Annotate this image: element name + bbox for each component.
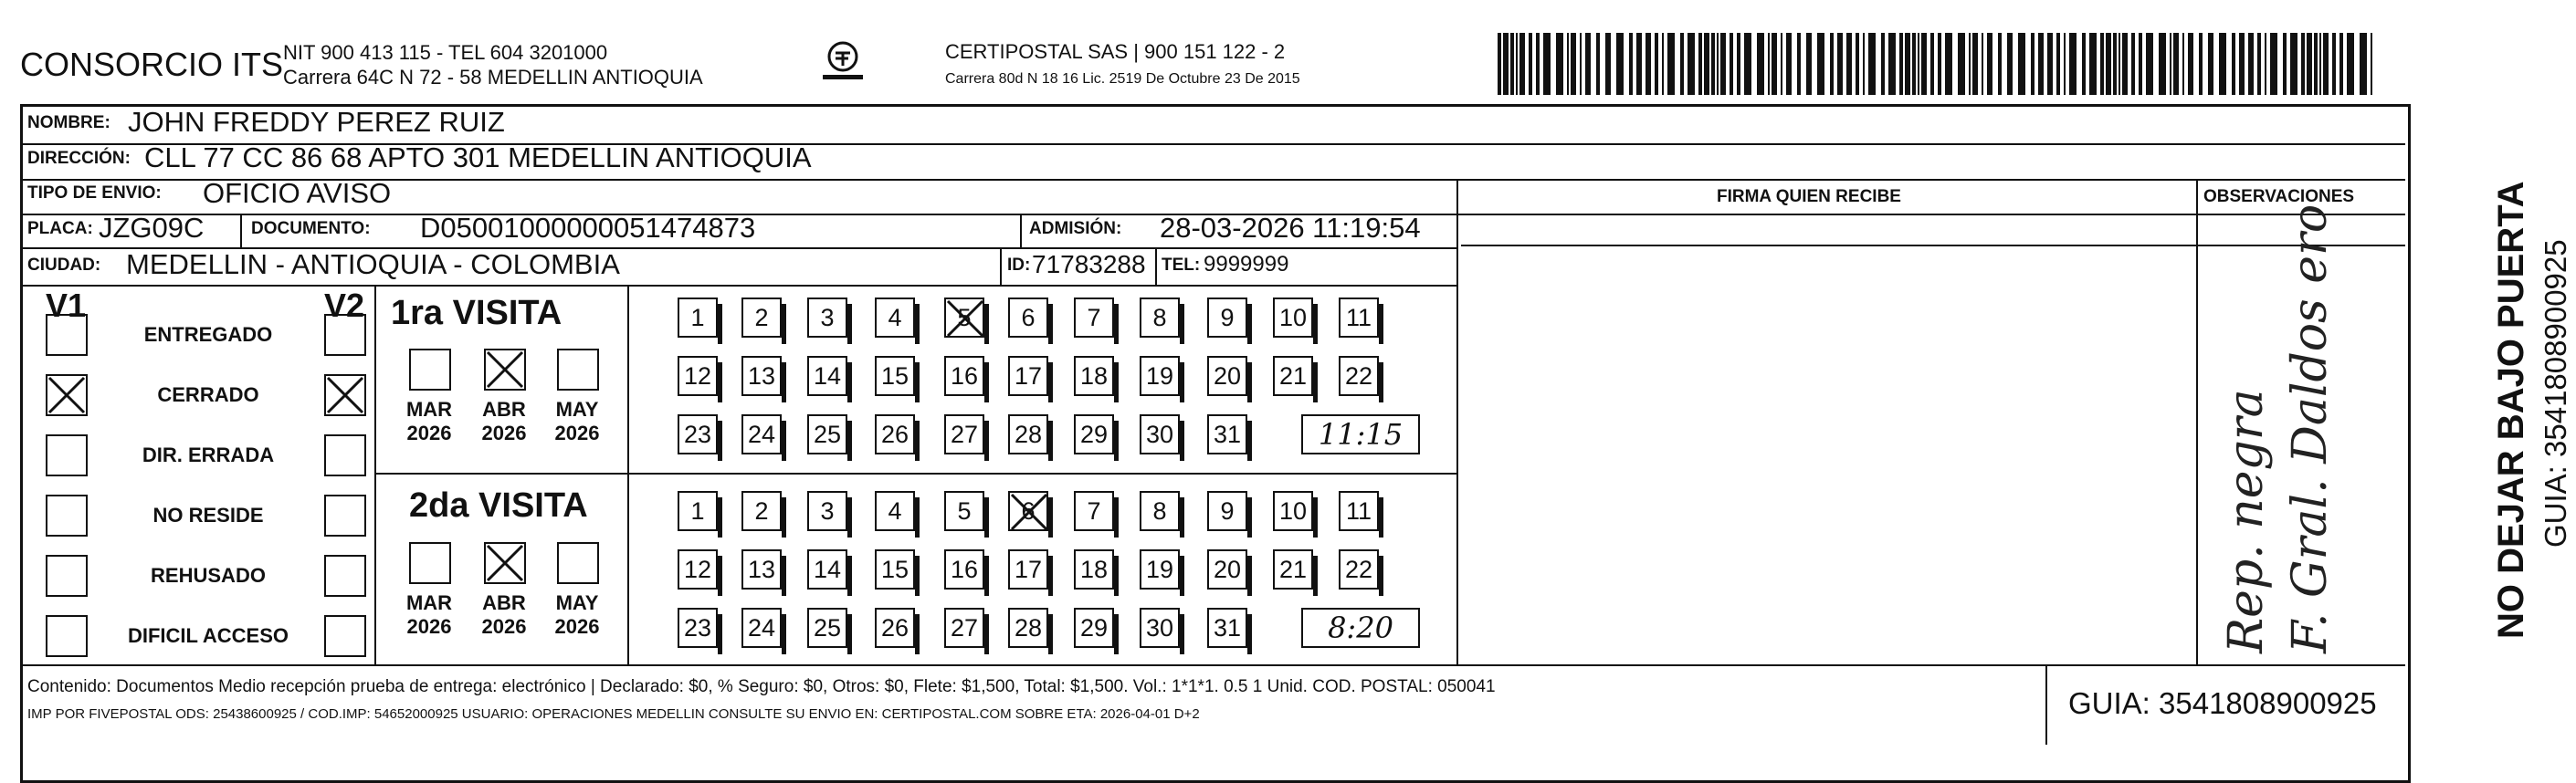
- day-box[interactable]: 28: [1008, 414, 1048, 454]
- status-label: CERRADO: [157, 383, 259, 406]
- contents-summary: Contenido: Documentos Medio recepción prueba de entrega: electrónico | Declarado: $0, % Seguro: $0, Otros: $0, Flete: $1,500, Total: $1,500. Vol.: 1*1*1. 0.5 1 Unid. COD. POSTAL: 050041: [27, 677, 1496, 696]
- status-label: DIFICIL ACCESO: [127, 624, 289, 647]
- day-box[interactable]: 9: [1207, 491, 1247, 531]
- day-box[interactable]: 3: [807, 298, 847, 338]
- day-box[interactable]: 5: [944, 298, 984, 338]
- admission-value: 28-03-2026 11:19:54: [1160, 212, 1421, 244]
- side-guia-number: GUIA: 3541808900925: [2539, 239, 2572, 548]
- certipostal-logo-icon: [817, 37, 868, 88]
- day-box[interactable]: 4: [875, 491, 915, 531]
- day-box[interactable]: 31: [1207, 414, 1247, 454]
- name-label: NOMBRE:: [27, 113, 110, 132]
- day-box[interactable]: 22: [1339, 356, 1379, 396]
- print-info: IMP POR FIVEPOSTAL ODS: 25438600925 / COD.IMP: 54652000925 USUARIO: OPERACIONES MEDELLIN CONSULTE SU ENVIO EN: CERTIPOSTAL.COM SOBRE ETA: 2026-04-01 D+2: [27, 706, 1200, 722]
- day-box[interactable]: 1: [678, 298, 718, 338]
- handwritten-note-2: F. Gral. Daldos ero: [2283, 204, 2338, 653]
- shipment-type: OFICIO AVISO: [203, 177, 392, 209]
- recipient-name: JOHN FREDDY PEREZ RUIZ: [128, 106, 505, 138]
- day-box[interactable]: 15: [875, 356, 915, 396]
- day-box[interactable]: 30: [1140, 414, 1180, 454]
- v1-checkbox[interactable]: [46, 434, 88, 476]
- day-box[interactable]: 10: [1273, 298, 1313, 338]
- v2-checkbox[interactable]: [324, 434, 366, 476]
- day-box[interactable]: 25: [807, 414, 847, 454]
- day-box[interactable]: 9: [1207, 298, 1247, 338]
- v1-header: V1: [46, 287, 87, 324]
- day-box[interactable]: 6: [1008, 298, 1048, 338]
- status-label: NO RESIDE: [152, 504, 264, 527]
- month-checkbox[interactable]: [409, 542, 451, 584]
- day-box[interactable]: 12: [678, 549, 718, 590]
- day-box[interactable]: 18: [1074, 549, 1114, 590]
- plate-label: PLACA:: [27, 219, 93, 238]
- city-value: MEDELLIN - ANTIOQUIA - COLOMBIA: [126, 248, 620, 280]
- day-box[interactable]: 28: [1008, 608, 1048, 648]
- v1-checkbox[interactable]: [46, 314, 88, 356]
- v2-header: V2: [324, 287, 365, 324]
- id-label: ID:: [1007, 256, 1031, 275]
- admission-label: ADMISIÓN:: [1029, 219, 1122, 238]
- shipment-type-label: TIPO DE ENVIO:: [27, 183, 162, 203]
- month-label: MAY 2026: [554, 591, 600, 638]
- day-box[interactable]: 11: [1339, 298, 1379, 338]
- day-box[interactable]: 16: [944, 356, 984, 396]
- v2-checkbox[interactable]: [324, 615, 366, 657]
- day-box[interactable]: 24: [741, 414, 782, 454]
- tel-label: TEL:: [1162, 256, 1201, 275]
- day-box[interactable]: 1: [678, 491, 718, 531]
- day-box[interactable]: 6: [1008, 491, 1048, 531]
- company-name: CONSORCIO ITS: [20, 46, 284, 83]
- month-label: ABR 2026: [481, 398, 527, 444]
- no-under-door-notice: NO DEJAR BAJO PUERTA: [2491, 181, 2531, 639]
- day-box[interactable]: 16: [944, 549, 984, 590]
- recipient-address: CLL 77 CC 86 68 APTO 301 MEDELLIN ANTIOQUIA: [144, 141, 812, 173]
- day-box[interactable]: 23: [678, 608, 718, 648]
- day-box[interactable]: 14: [807, 549, 847, 590]
- v1-checkbox[interactable]: [46, 555, 88, 597]
- guia-number: GUIA: 3541808900925: [2068, 686, 2377, 720]
- day-box[interactable]: 27: [944, 414, 984, 454]
- day-box[interactable]: 17: [1008, 356, 1048, 396]
- day-box[interactable]: 12: [678, 356, 718, 396]
- day-box[interactable]: 8: [1140, 298, 1180, 338]
- day-box[interactable]: 19: [1140, 549, 1180, 590]
- day-box[interactable]: 17: [1008, 549, 1048, 590]
- v1-checkbox[interactable]: [46, 495, 88, 537]
- day-box[interactable]: 29: [1074, 608, 1114, 648]
- visit2-title: 2da VISITA: [409, 486, 588, 525]
- plate-value: JZG09C: [99, 212, 205, 244]
- v1-checkbox[interactable]: [46, 615, 88, 657]
- month-checkbox[interactable]: [557, 349, 599, 391]
- month-checkbox[interactable]: [557, 542, 599, 584]
- day-box[interactable]: 2: [741, 491, 782, 531]
- day-box[interactable]: 5: [944, 491, 984, 531]
- day-box[interactable]: 30: [1140, 608, 1180, 648]
- month-label: MAY 2026: [554, 398, 600, 444]
- day-box[interactable]: 10: [1273, 491, 1313, 531]
- day-box[interactable]: 15: [875, 549, 915, 590]
- day-box[interactable]: 25: [807, 608, 847, 648]
- day-box[interactable]: 24: [741, 608, 782, 648]
- day-box[interactable]: 4: [875, 298, 915, 338]
- document-label: DOCUMENTO:: [251, 219, 371, 238]
- document-value: D05001000000051474873: [420, 212, 756, 244]
- visit-time[interactable]: 11:15: [1301, 414, 1420, 454]
- day-box[interactable]: 31: [1207, 608, 1247, 648]
- status-label: REHUSADO: [151, 564, 266, 587]
- observations-column-header: OBSERVACIONES: [2203, 187, 2355, 206]
- day-box[interactable]: 26: [875, 608, 915, 648]
- address-label: DIRECCIÓN:: [27, 149, 131, 168]
- certipostal-info: CERTIPOSTAL SAS | 900 151 122 - 2: [945, 40, 1286, 63]
- visit1-title: 1ra VISITA: [391, 294, 563, 332]
- v2-checkbox[interactable]: [324, 555, 366, 597]
- day-box[interactable]: 8: [1140, 491, 1180, 531]
- id-value: 71783288: [1032, 250, 1146, 278]
- day-box[interactable]: 7: [1074, 298, 1114, 338]
- day-box[interactable]: 21: [1273, 356, 1313, 396]
- day-box[interactable]: 26: [875, 414, 915, 454]
- v2-checkbox[interactable]: [324, 314, 366, 356]
- day-box[interactable]: 18: [1074, 356, 1114, 396]
- day-box[interactable]: 23: [678, 414, 718, 454]
- certipostal-address: Carrera 80d N 18 16 Lic. 2519 De Octubre 23 De 2015: [945, 71, 1300, 87]
- barcode: [1498, 33, 2374, 95]
- month-label: ABR 2026: [481, 591, 527, 638]
- v2-checkbox[interactable]: [324, 495, 366, 537]
- day-box[interactable]: 13: [741, 356, 782, 396]
- company-address: Carrera 64C N 72 - 58 MEDELLIN ANTIOQUIA: [283, 66, 703, 89]
- visit-time[interactable]: 8:20: [1301, 608, 1420, 648]
- day-box[interactable]: 22: [1339, 549, 1379, 590]
- day-box[interactable]: 14: [807, 356, 847, 396]
- day-box[interactable]: 2: [741, 298, 782, 338]
- day-box[interactable]: 20: [1207, 356, 1247, 396]
- day-box[interactable]: 27: [944, 608, 984, 648]
- month-checkbox[interactable]: [409, 349, 451, 391]
- handwritten-note-1: Rep. negra: [2219, 389, 2274, 653]
- day-box[interactable]: 3: [807, 491, 847, 531]
- signature-column-header: FIRMA QUIEN RECIBE: [1717, 187, 1901, 206]
- day-box[interactable]: 13: [741, 549, 782, 590]
- day-box[interactable]: 7: [1074, 491, 1114, 531]
- day-box[interactable]: 20: [1207, 549, 1247, 590]
- tel-value: 9999999: [1204, 252, 1289, 277]
- day-box[interactable]: 11: [1339, 491, 1379, 531]
- day-box[interactable]: 19: [1140, 356, 1180, 396]
- company-info: [283, 40, 703, 89]
- nit-line: NIT 900 413 115 - TEL 604 3201000: [283, 41, 608, 64]
- status-label: ENTREGADO: [143, 323, 273, 346]
- day-box[interactable]: 21: [1273, 549, 1313, 590]
- month-label: MAR 2026: [405, 398, 453, 444]
- month-label: MAR 2026: [405, 591, 453, 638]
- city-label: CIUDAD:: [27, 256, 101, 275]
- status-label: DIR. ERRADA: [142, 444, 275, 466]
- day-box[interactable]: 29: [1074, 414, 1114, 454]
